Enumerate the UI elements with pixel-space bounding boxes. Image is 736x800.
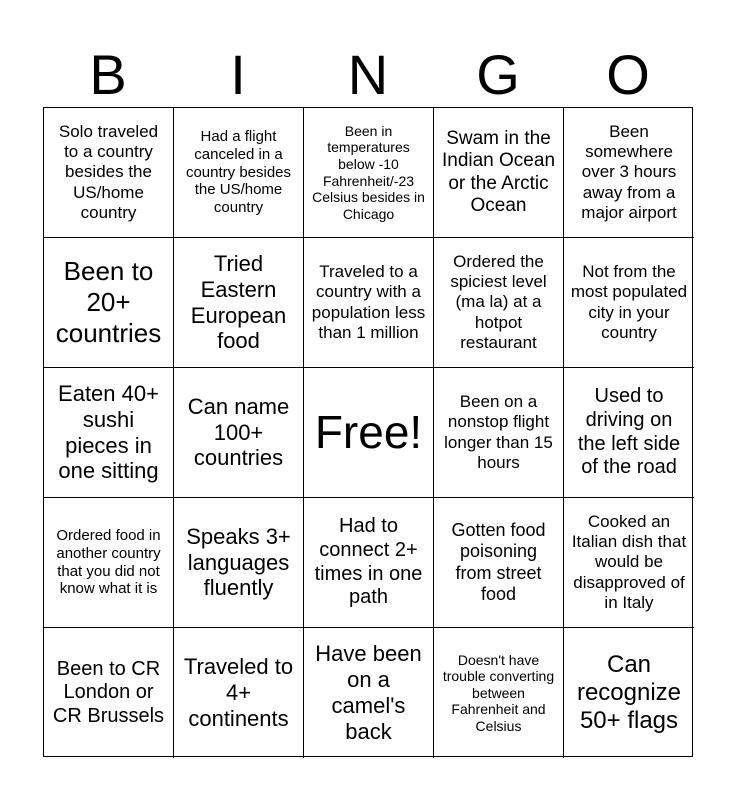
bingo-cell[interactable]: Can name 100+ countries bbox=[174, 368, 304, 498]
bingo-cell[interactable]: Been somewhere over 3 hours away from a major airport bbox=[564, 108, 694, 238]
header-letter-o: O bbox=[606, 43, 650, 106]
bingo-cell[interactable]: Swam in the Indian Ocean or the Arctic Ocean bbox=[434, 108, 564, 238]
bingo-free-cell[interactable]: Free! bbox=[304, 368, 434, 498]
bingo-cell[interactable]: Doesn't have trouble converting between Fahrenheit and Celsius bbox=[434, 628, 564, 758]
bingo-cell[interactable]: Eaten 40+ sushi pieces in one sitting bbox=[44, 368, 174, 498]
bingo-cell[interactable]: Not from the most populated city in your country bbox=[564, 238, 694, 368]
bingo-cell[interactable]: Been to 20+ countries bbox=[44, 238, 174, 368]
bingo-cell[interactable]: Speaks 3+ languages fluently bbox=[174, 498, 304, 628]
bingo-board bbox=[43, 107, 693, 757]
header-letter-g: G bbox=[476, 43, 520, 106]
bingo-cell[interactable]: Been in temperatures below -10 Fahrenheit/-23 Celsius besides in Chicago bbox=[304, 108, 434, 238]
bingo-header bbox=[43, 40, 693, 110]
bingo-cell[interactable]: Been to CR London or CR Brussels bbox=[44, 628, 174, 758]
header-letter-i: I bbox=[230, 43, 246, 106]
bingo-cell[interactable]: Can recognize 50+ flags bbox=[576, 650, 682, 735]
bingo-cell[interactable]: Had to connect 2+ times in one path bbox=[304, 498, 434, 628]
bingo-cell[interactable]: Cooked an Italian dish that would be disapproved of in Italy bbox=[564, 498, 694, 628]
bingo-cell[interactable]: Tried Eastern European food bbox=[174, 238, 304, 368]
bingo-cell[interactable]: Gotten food poisoning from street food bbox=[434, 498, 564, 628]
bingo-cell[interactable]: Traveled to a country with a population less than 1 million bbox=[304, 238, 434, 368]
header-letter-n: N bbox=[347, 43, 389, 106]
bingo-cell[interactable]: Traveled to 4+ continents bbox=[174, 628, 304, 758]
bingo-cell[interactable]: Ordered food in another country that you did not know what it is bbox=[44, 498, 174, 628]
bingo-cell[interactable]: Had a flight canceled in a country besides the US/home country bbox=[174, 108, 304, 238]
bingo-cell[interactable]: Used to driving on the left side of the road bbox=[564, 368, 694, 498]
header-letter-b: B bbox=[89, 43, 127, 106]
bingo-cell[interactable]: Been on a nonstop flight longer than 15 hours bbox=[434, 368, 564, 498]
bingo-cell[interactable]: Ordered the spiciest level (ma la) at a hotpot restaurant bbox=[434, 238, 564, 368]
bingo-cell[interactable]: Solo traveled to a country besides the US/home country bbox=[44, 108, 174, 238]
bingo-cell[interactable]: Have been on a camel's back bbox=[304, 628, 434, 758]
